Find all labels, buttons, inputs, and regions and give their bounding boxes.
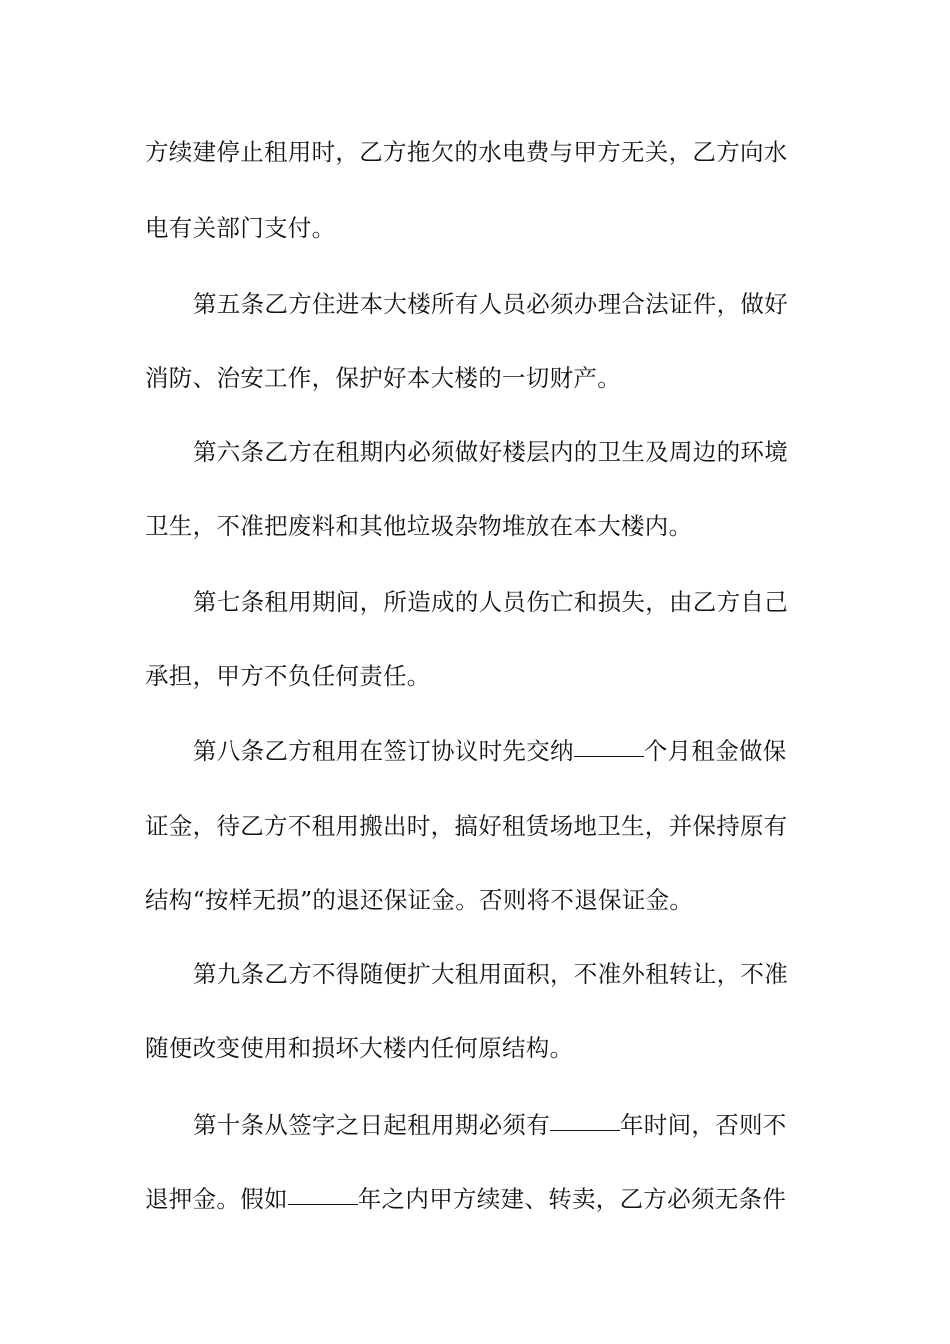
text-line: 方续建停止租用时，乙方拖欠的水电费与甲方无关，乙方向水 [145, 138, 788, 166]
text-line: 结构“按样无损”的退还保证金。否则将不退保证金。 [145, 886, 694, 914]
article-7-heading-line: 第七条租用期间，所造成的人员伤亡和损失，由乙方自己 [193, 588, 788, 616]
fill-in-blank [288, 1180, 358, 1205]
text-segment: 第十条从签字之日起租用期必须有 [193, 1111, 550, 1139]
article-10-heading-line [193, 1106, 810, 1142]
text-line [145, 1180, 810, 1216]
text-line: 消防、治安工作，保护好本大楼的一切财产。 [145, 364, 621, 392]
article-8-heading-line [193, 732, 810, 768]
fill-in-blank [550, 1106, 620, 1131]
text-segment: 退押金。假如 [145, 1185, 288, 1213]
text-line: 承担，甲方不负任何责任。 [145, 662, 431, 690]
article-9-heading-line: 第九条乙方不得随便扩大租用面积，不准外租转让，不准 [193, 960, 788, 988]
text-segment: 个月租金做保 [643, 737, 787, 765]
text-segment: 年之内甲方续建、转卖，乙方必须无条件 [357, 1185, 787, 1213]
text-line: 证金，待乙方不租用搬出时，搞好租赁场地卫生，并保持原有 [145, 812, 788, 840]
article-5-heading-line: 第五条乙方住进本大楼所有人员必须办理合法证件，做好 [193, 290, 788, 318]
text-segment: 年时间，否则不 [620, 1111, 787, 1139]
text-line: 随便改变使用和损坏大楼内任何原结构。 [145, 1034, 574, 1062]
text-line: 电有关部门支付。 [145, 214, 336, 242]
fill-in-blank [574, 732, 644, 757]
text-line: 卫生，不准把废料和其他垃圾杂物堆放在本大楼内。 [145, 512, 693, 540]
article-6-heading-line: 第六条乙方在租期内必须做好楼层内的卫生及周边的环境 [193, 438, 788, 466]
text-segment: 第八条乙方租用在签订协议时先交纳 [193, 737, 574, 765]
